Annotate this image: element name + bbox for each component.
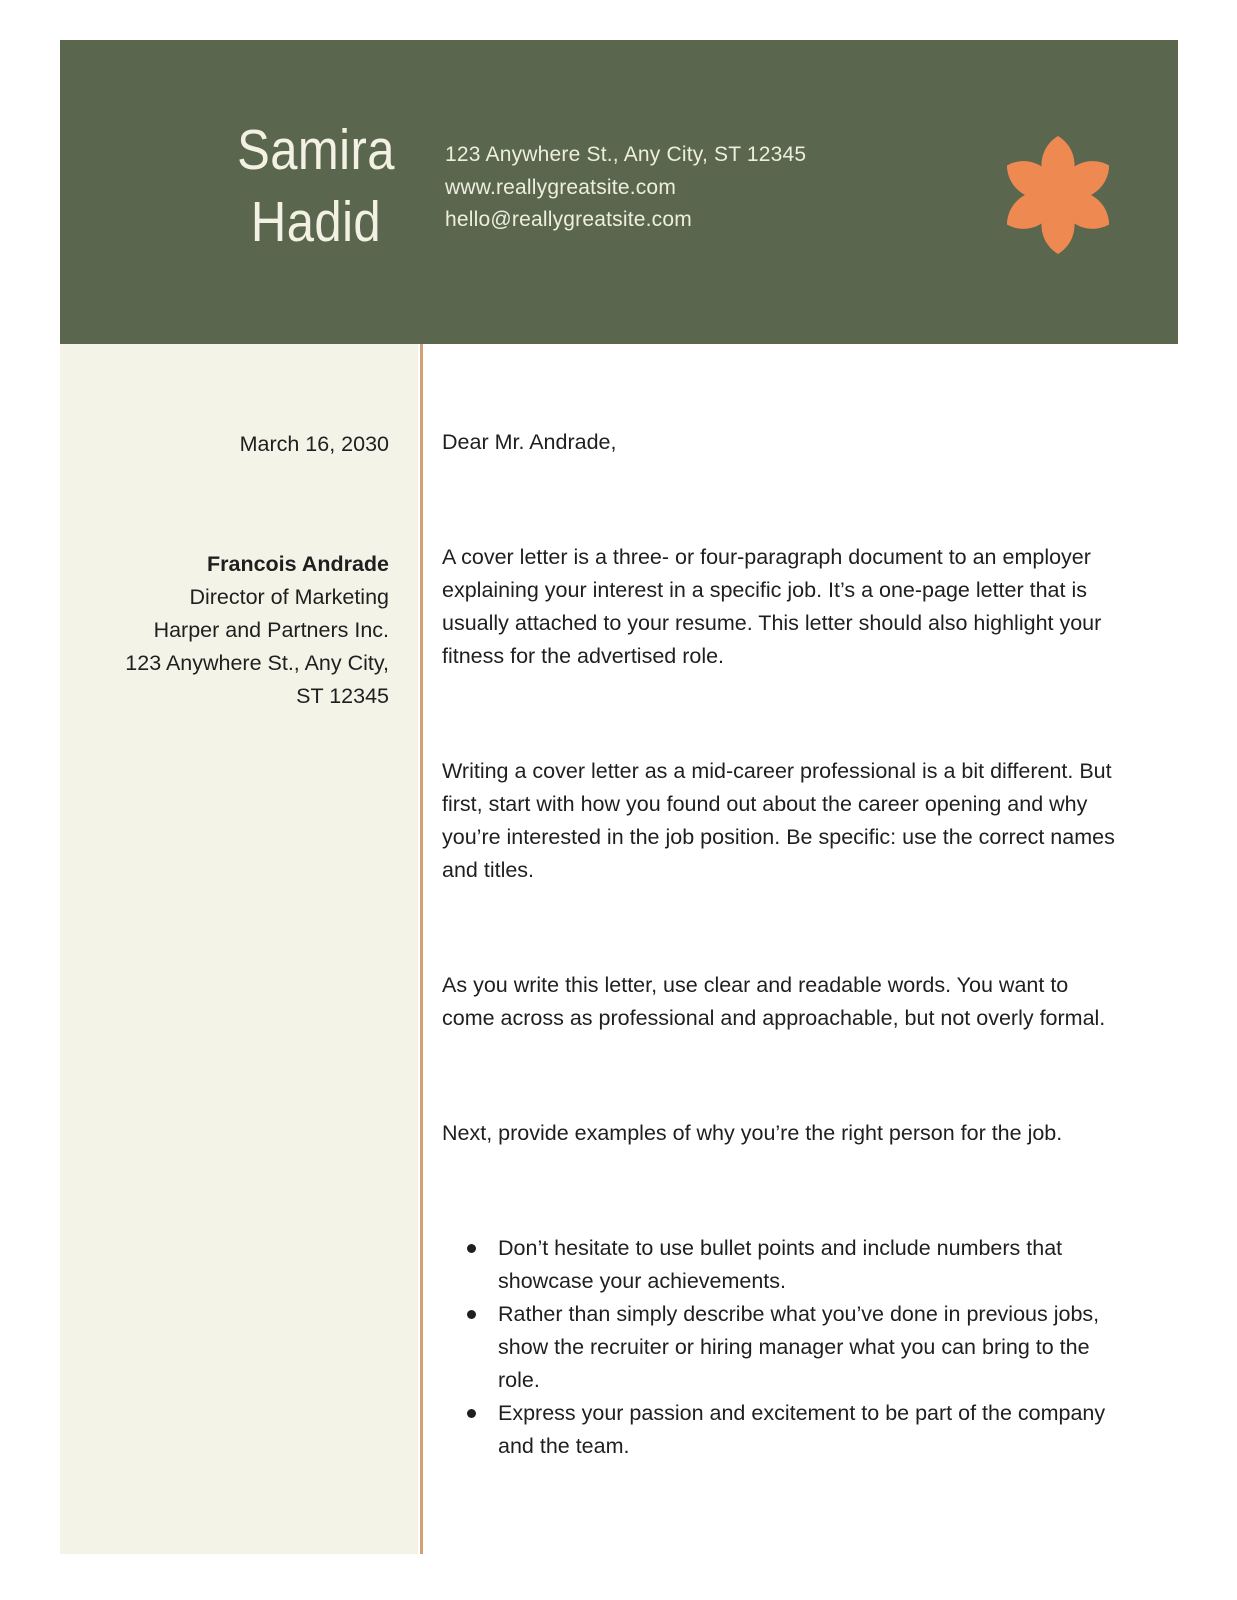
paragraph-4: Next, provide examples of why you’re the right person for the job. xyxy=(442,1121,1063,1145)
bullet-item xyxy=(442,1397,1126,1463)
flower-icon xyxy=(995,132,1121,258)
bullet-text: Don’t hesitate to use bullet points and include numbers that showcase your achievements. xyxy=(498,1236,1063,1293)
sender-website: www.reallygreatsite.com xyxy=(445,175,677,199)
bullet-marker xyxy=(467,1409,476,1418)
sender-last-name: Hadid xyxy=(250,190,382,254)
vertical-divider-rule xyxy=(420,344,423,1554)
recipient-block xyxy=(60,548,389,713)
bullet-text: Express your passion and excitement to be part of the company and the team. xyxy=(498,1401,1106,1458)
recipient-title: Director of Marketing xyxy=(189,585,389,609)
sender-first-name: Samira xyxy=(237,118,395,182)
paragraph-1: A cover letter is a three- or four-paragraph document to an employer explaining your interest in a specific job. It’s a one-page letter that is usually attached to your resume. This letter should also highlight your fitness for the advertised role. xyxy=(442,545,1102,668)
recipient-name: Francois Andrade xyxy=(207,552,389,576)
recipient-address-line2: ST 12345 xyxy=(296,684,389,708)
paragraph-2: Writing a cover letter as a mid-career professional is a bit different. But first, start with how you found out about the career opening and why you’re interested in the job position. Be specific: use the correct names and titles. xyxy=(442,759,1115,882)
recipient-company: Harper and Partners Inc. xyxy=(153,618,389,642)
bullet-text: Rather than simply describe what you’ve done in previous jobs, show the recruiter or hiring manager what you can bring to the role. xyxy=(498,1302,1100,1392)
sidebar xyxy=(60,344,418,1554)
letter-date: March 16, 2030 xyxy=(239,432,389,456)
letter-body xyxy=(442,340,1126,1463)
bullet-item xyxy=(442,1232,1126,1298)
paragraph-3: As you write this letter, use clear and readable words. You want to come across as professional and approachable, but not overly formal. xyxy=(442,973,1106,1030)
recipient-address-line1: 123 Anywhere St., Any City, xyxy=(125,651,389,675)
greeting: Dear Mr. Andrade, xyxy=(442,430,617,454)
sender-email: hello@reallygreatsite.com xyxy=(445,208,692,231)
tips-bullet-list xyxy=(442,1232,1126,1463)
sender-address: 123 Anywhere St., Any City, ST 12345 xyxy=(445,143,807,166)
bullet-marker xyxy=(467,1244,476,1253)
bullet-marker xyxy=(467,1310,476,1319)
sender-name xyxy=(206,114,426,258)
bullet-item xyxy=(442,1298,1126,1397)
letterhead-banner xyxy=(60,40,1178,344)
sender-contact-block xyxy=(445,139,806,237)
